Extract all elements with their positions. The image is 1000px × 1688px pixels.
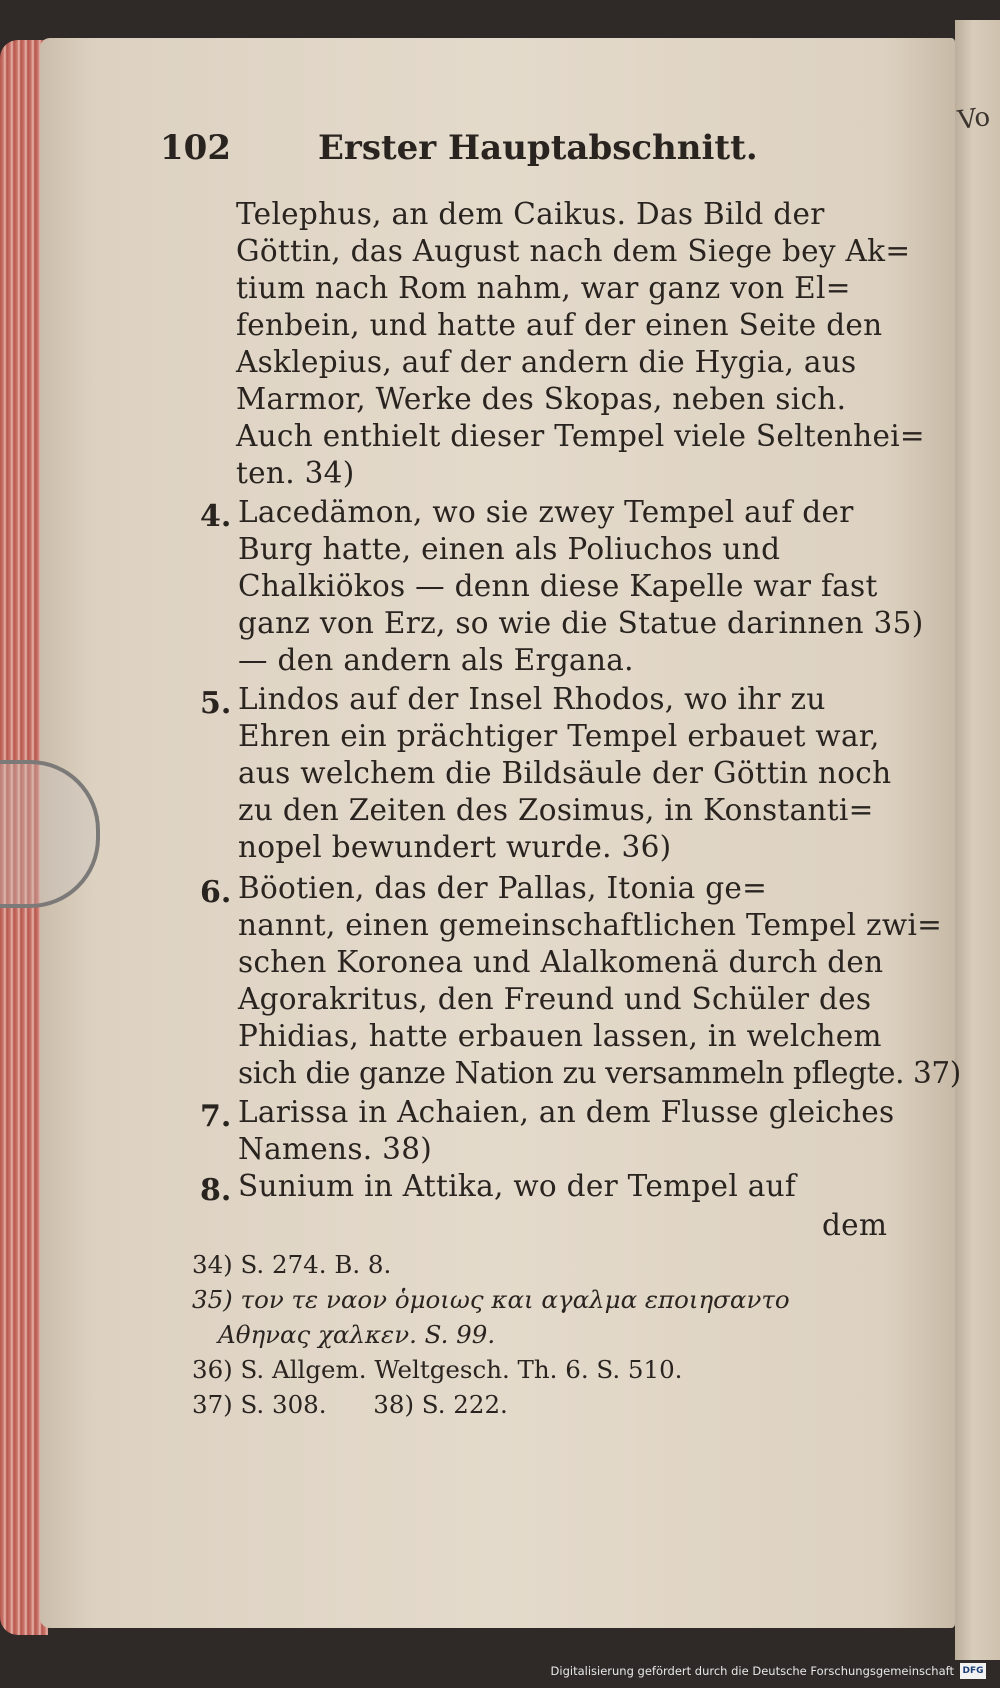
footnote: 35) τον τε ναον ὁμοιως και αγαλμα εποιησαντο — [192, 1285, 790, 1314]
list-item-line: Burg hatte, einen als Poliuchos und — [238, 532, 781, 566]
list-item-line: Phidias, hatte erbauen lassen, in welchem — [238, 1019, 882, 1053]
credit-text: Digitalisierung gefördert durch die Deutsche Forschungsgemeinschaft — [550, 1664, 954, 1678]
body-line: Telephus, an dem Caikus. Das Bild der — [236, 197, 825, 231]
list-item-line: zu den Zeiten des Zosimus, in Konstanti= — [238, 793, 874, 827]
list-number: 8. — [200, 1173, 232, 1208]
body-line: Auch enthielt dieser Tempel viele Seltenhei= — [236, 419, 925, 453]
list-number: 6. — [200, 875, 232, 910]
list-item-line: Agorakritus, den Freund und Schüler des — [238, 982, 872, 1016]
list-item-line: aus welchem die Bildsäule der Göttin noch — [238, 756, 892, 790]
running-title: Erster Hauptabschnitt. — [318, 128, 758, 168]
list-item-line: schen Koronea und Alalkomenä durch den — [238, 945, 884, 979]
body-line: Marmor, Werke des Skopas, neben sich. — [236, 382, 847, 416]
list-item-line: sich die ganze Nation zu versammeln pflegte. 37) — [238, 1056, 961, 1090]
list-item-line: Chalkiökos — denn diese Kapelle war fast — [238, 569, 878, 603]
list-item-line: Lindos auf der Insel Rhodos, wo ihr zu — [238, 682, 826, 716]
body-line: ten. 34) — [236, 456, 355, 490]
list-item-line: nannt, einen gemeinschaftlichen Tempel zwi= — [238, 908, 943, 942]
list-item-line: nopel bewundert wurde. 36) — [238, 830, 672, 864]
page-number: 102 — [160, 128, 231, 168]
body-line: Göttin, das August nach dem Siege bey Ak= — [236, 234, 911, 268]
list-item-line: Ehren ein prächtiger Tempel erbauet war, — [238, 719, 880, 753]
body-line: Asklepius, auf der andern die Hygia, aus — [236, 345, 857, 379]
footnote: Αθηνας χαλκεν. S. 99. — [218, 1320, 496, 1349]
digitization-credit — [551, 1660, 986, 1682]
facing-page-edge — [955, 20, 1000, 1660]
footnote: 36) S. Allgem. Weltgesch. Th. 6. S. 510. — [192, 1355, 683, 1384]
list-item-line: Lacedämon, wo sie zwey Tempel auf der — [238, 495, 854, 529]
list-item-line: ganz von Erz, so wie die Statue darinnen 35) — [238, 606, 924, 640]
list-item-line: Namens. 38) — [238, 1132, 433, 1166]
list-item-line: Sunium in Attika, wo der Tempel auf — [238, 1169, 797, 1203]
footnote: 34) S. 274. B. 8. — [192, 1250, 392, 1279]
body-line: fenbein, und hatte auf der einen Seite den — [236, 308, 883, 342]
dfg-logo-icon: DFG — [960, 1663, 986, 1679]
list-number: 5. — [200, 686, 232, 721]
facing-page-fragment: Vo — [956, 101, 992, 137]
list-item-line: Böotien, das der Pallas, Itonia ge= — [238, 871, 768, 905]
list-item-line: Larissa in Achaien, an dem Flusse gleiches — [238, 1095, 895, 1129]
body-line: tium nach Rom nahm, war ganz von El= — [236, 271, 851, 305]
footnote: 37) S. 308. 38) S. 222. — [192, 1390, 508, 1419]
list-number: 7. — [200, 1099, 232, 1134]
catchword: dem — [822, 1208, 888, 1242]
list-item-line: — den andern als Ergana. — [238, 643, 634, 677]
list-number: 4. — [200, 499, 232, 534]
